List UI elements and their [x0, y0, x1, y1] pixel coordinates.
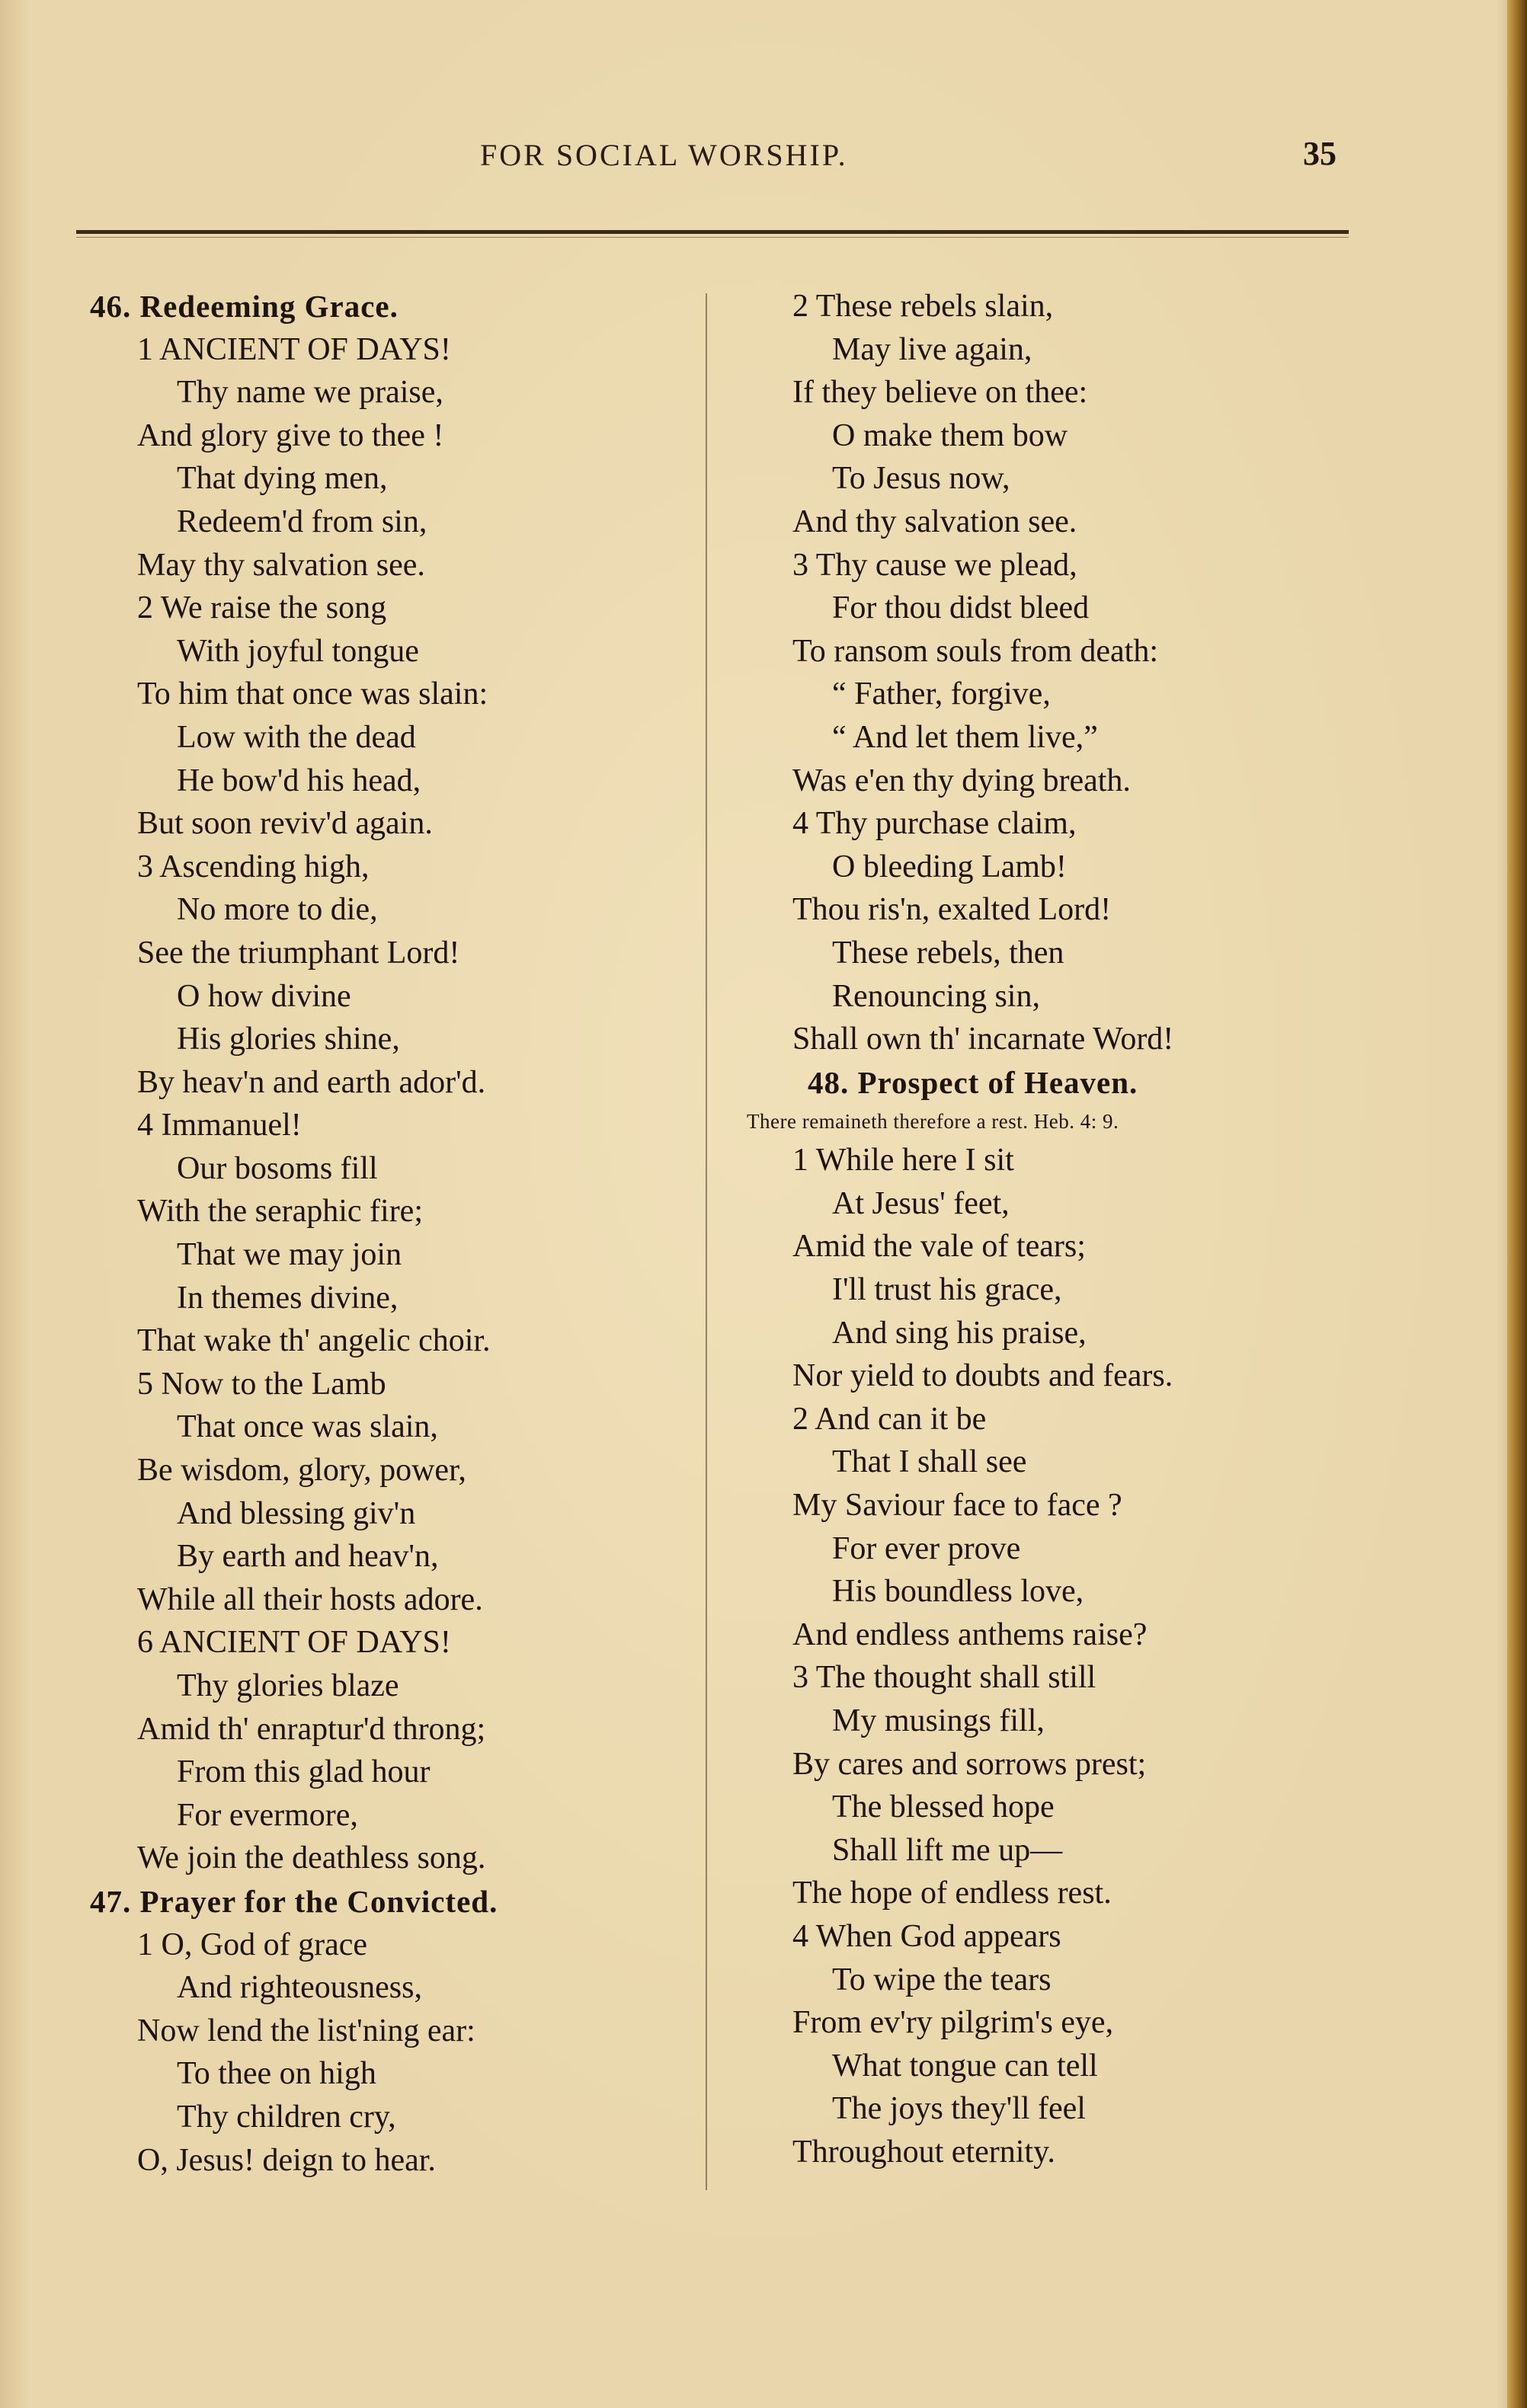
hymn-line: Amid th' enraptur'd throng; [137, 1711, 486, 1747]
hymn-line: Renouncing sin, [832, 978, 1040, 1014]
hymn-line: And righteousness, [177, 1970, 422, 2006]
hymn-heading: 48. Prospect of Heaven. [808, 1064, 1138, 1100]
hymn-line: And glory give to thee ! [137, 417, 444, 453]
hymn-line: 2 We raise the song [137, 590, 387, 626]
hymn-line: 1 ANCIENT OF DAYS! [137, 331, 451, 367]
hymn-line: From ev'ry pilgrim's eye, [792, 2005, 1114, 2041]
hymn-line: These rebels, then [832, 935, 1064, 971]
hymn-line: That once was slain, [177, 1409, 438, 1445]
hymn-line: Now lend the list'ning ear: [137, 2013, 475, 2048]
hymn-line: Thy glories blaze [177, 1668, 399, 1703]
hymn-line: In themes divine, [177, 1280, 399, 1316]
hymn-line: To thee on high [177, 2056, 376, 2092]
hymn-line: Thou ris'n, exalted Lord! [792, 892, 1112, 928]
hymn-line: By heav'n and earth ador'd. [137, 1064, 486, 1100]
hymn-line: O make them bow [832, 417, 1068, 453]
hymn-line: That I shall see [832, 1444, 1027, 1480]
hymn-line: What tongue can tell [832, 2048, 1098, 2083]
hymn-heading: 47. Prayer for the Convicted. [90, 1883, 498, 1919]
header-rule [76, 230, 1349, 234]
hymn-line: See the triumphant Lord! [137, 935, 460, 971]
page-number: 35 [1303, 135, 1337, 172]
hymn-line: His glories shine, [177, 1022, 400, 1057]
left-column [90, 285, 686, 2182]
hymn-line: And thy salvation see. [792, 504, 1077, 539]
hymn-line: 2 And can it be [792, 1401, 987, 1437]
hymn-line: 5 Now to the Lamb [137, 1366, 386, 1402]
hymn-line: While all their hosts adore. [137, 1581, 483, 1617]
hymn-line: Was e'en thy dying breath. [792, 763, 1131, 798]
hymn-line: 6 ANCIENT OF DAYS! [137, 1625, 451, 1661]
hymn-line: 1 O, God of grace [137, 1927, 368, 1962]
hymn-line: My musings fill, [832, 1703, 1045, 1738]
hymn-line: To wipe the tears [832, 1962, 1052, 1997]
hymn-line: For thou didst bleed [832, 590, 1090, 626]
hymn-line: To ransom souls from death: [792, 633, 1158, 669]
hymn-line: With the seraphic fire; [137, 1194, 423, 1230]
hymn-line: And endless anthems raise? [792, 1617, 1148, 1652]
running-head: FOR SOCIAL WORSHIP. [480, 138, 848, 172]
hymn-line: That dying men, [177, 461, 388, 497]
hymn-line: 4 When God appears [792, 1918, 1061, 1954]
hymn-line: The hope of endless rest. [792, 1876, 1112, 1911]
hymn-line: If they believe on thee: [792, 375, 1088, 411]
hymn-line: O bleeding Lamb! [832, 849, 1067, 884]
hymn-line: From this glad hour [177, 1754, 431, 1790]
hymn-line: Amid the vale of tears; [792, 1229, 1086, 1265]
hymn-line: His boundless love, [832, 1574, 1084, 1610]
hymn-line: O how divine [177, 978, 351, 1014]
hymn-line: Shall lift me up— [832, 1832, 1063, 1868]
hymn-heading: 46. Redeeming Grace. [90, 289, 399, 324]
hymn-line: May thy salvation see. [137, 547, 425, 583]
hymn-line: The joys they'll feel [832, 2091, 1086, 2127]
hymn-line: May live again, [832, 331, 1032, 367]
hymn-line: For evermore, [177, 1797, 358, 1833]
hymn-line: That we may join [177, 1237, 402, 1273]
hymn-line: Our bosoms fill [177, 1150, 378, 1186]
hymn-line: 4 Thy purchase claim, [792, 806, 1077, 842]
hymn-line: But soon reviv'd again. [137, 806, 433, 842]
hymn-line: “ Father, forgive, [832, 676, 1051, 712]
hymn-line: I'll trust his grace, [832, 1272, 1062, 1308]
hymn-line: My Saviour face to face ? [792, 1488, 1122, 1524]
hymn-line: The blessed hope [832, 1789, 1055, 1825]
column-divider [706, 293, 707, 2190]
hymn-line: Nor yield to doubts and fears. [792, 1358, 1173, 1394]
hymn-line: 2 These rebels slain, [792, 289, 1054, 324]
hymn-line: Thy name we praise, [177, 375, 443, 411]
hymn-line: 3 The thought shall still [792, 1660, 1096, 1696]
hymn-line: Redeem'd from sin, [177, 504, 427, 539]
hymn-line: By cares and sorrows prest; [792, 1746, 1147, 1782]
hymn-line: That wake th' angelic choir. [137, 1323, 491, 1359]
hymn-line: Throughout eternity. [792, 2134, 1055, 2170]
hymn-line: To him that once was slain: [137, 676, 488, 712]
hymn-line: He bow'd his head, [177, 763, 421, 798]
scripture-reference: There remaineth therefore a rest. Heb. 4: 9. [747, 1110, 1119, 1134]
right-column [747, 285, 1341, 2174]
hymn-line: 3 Thy cause we plead, [792, 547, 1077, 583]
hymn-line: Low with the dead [177, 719, 416, 755]
hymn-line: And blessing giv'n [177, 1495, 416, 1531]
hymn-line: Be wisdom, glory, power, [137, 1453, 466, 1489]
hymn-line: To Jesus now, [832, 461, 1010, 497]
page-edge [1507, 0, 1527, 2408]
hymn-line: O, Jesus! deign to hear. [137, 2142, 436, 2178]
hymn-line: At Jesus' feet, [832, 1185, 1010, 1221]
hymn-line: Thy children cry, [177, 2099, 396, 2135]
hymn-line: Shall own th' incarnate Word! [792, 1022, 1174, 1057]
header-rule-thin [76, 237, 1349, 238]
hymn-line: And sing his praise, [832, 1315, 1087, 1351]
hymn-line: By earth and heav'n, [177, 1539, 439, 1575]
hymn-line: With joyful tongue [177, 633, 419, 669]
hymn-line: No more to die, [177, 892, 378, 928]
hymn-line: For ever prove [832, 1530, 1021, 1566]
hymn-line: “ And let them live,” [832, 719, 1098, 755]
hymn-line: 4 Immanuel! [137, 1108, 302, 1143]
hymn-line: 1 While here I sit [792, 1143, 1014, 1178]
hymn-line: We join the deathless song. [137, 1840, 486, 1876]
hymn-line: 3 Ascending high, [137, 849, 370, 884]
